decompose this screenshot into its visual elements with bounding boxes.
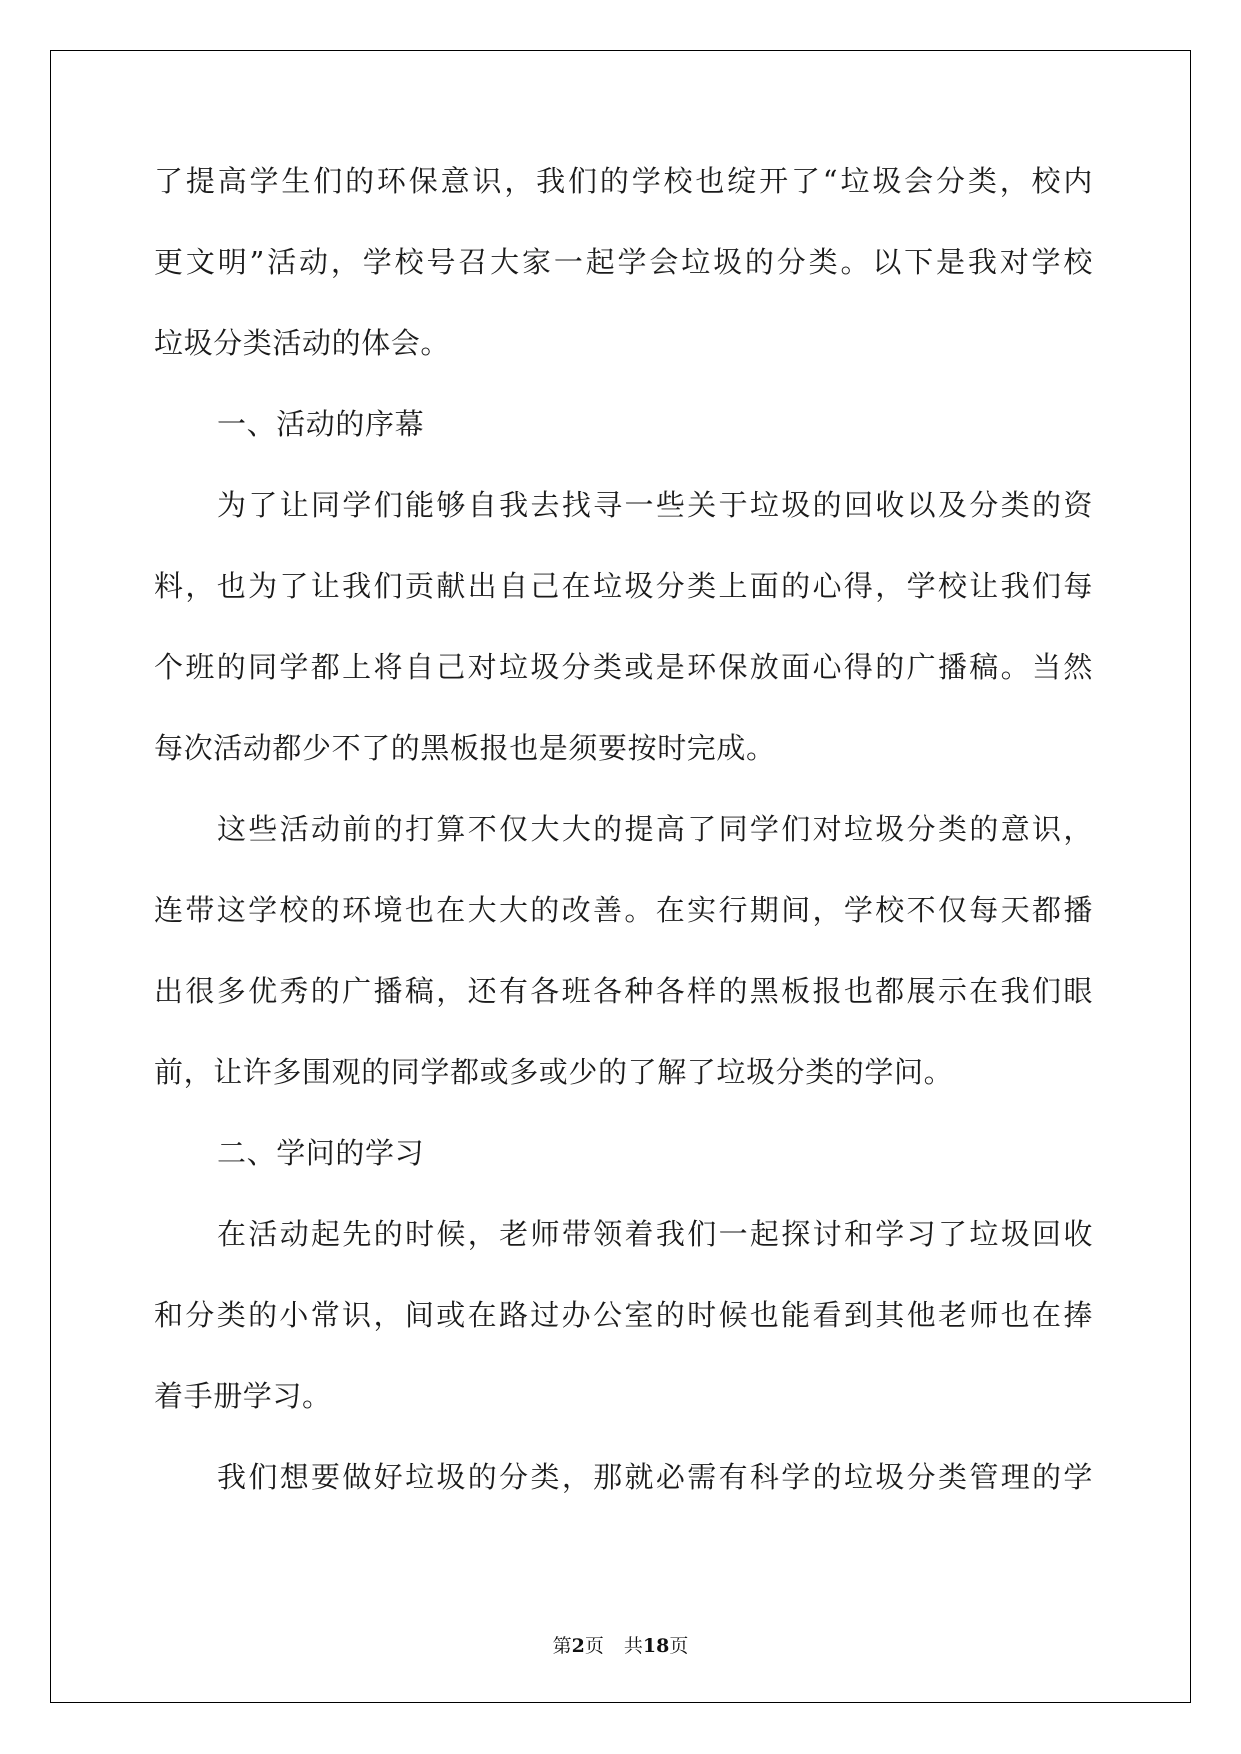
page-unit: 页 <box>584 1635 604 1657</box>
page-footer <box>0 1634 1241 1658</box>
text-line: 每次活动都少不了的黑板报也是须要按时完成。 <box>154 731 776 765</box>
text-line: 在活动起先的时候，老师带领着我们一起探讨和学习了垃圾回收 <box>217 1217 1093 1251</box>
text-line: 着手册学习。 <box>154 1379 332 1413</box>
text-line: 料，也为了让我们贡献出自己在垃圾分类上面的心得，学校让我们每 <box>154 569 1093 603</box>
text-line: 了提高学生们的环保意识，我们的学校也绽开了“垃圾会分类，校内 <box>154 164 1093 198</box>
total-pages: 18 <box>642 1635 670 1657</box>
total-unit: 页 <box>669 1635 689 1657</box>
text-line: 出很多优秀的广播稿，还有各班各种各样的黑板报也都展示在我们眼 <box>154 974 1093 1008</box>
text-line: 更文明”活动，学校号召大家一起学会垃圾的分类。以下是我对学校 <box>154 245 1093 279</box>
text-line: 连带这学校的环境也在大大的改善。在实行期间，学校不仅每天都播 <box>154 893 1093 927</box>
section-heading: 一、活动的序幕 <box>217 407 425 441</box>
text-line: 个班的同学都上将自己对垃圾分类或是环保放面心得的广播稿。当然 <box>154 650 1093 684</box>
page-prefix: 第 <box>552 1635 572 1657</box>
total-prefix: 共 <box>623 1635 643 1657</box>
document-body <box>154 160 1093 1537</box>
page-number: 2 <box>571 1635 585 1657</box>
section-heading: 二、学问的学习 <box>217 1136 425 1170</box>
text-line: 前，让许多围观的同学都或多或少的了解了垃圾分类的学问。 <box>154 1055 954 1089</box>
text-line: 垃圾分类活动的体会。 <box>154 326 451 360</box>
text-line: 和分类的小常识，间或在路过办公室的时候也能看到其他老师也在捧 <box>154 1298 1093 1332</box>
text-line: 这些活动前的打算不仅大大的提高了同学们对垃圾分类的意识， <box>217 812 1093 846</box>
text-line: 为了让同学们能够自我去找寻一些关于垃圾的回收以及分类的资 <box>217 488 1093 522</box>
text-line: 我们想要做好垃圾的分类，那就必需有科学的垃圾分类管理的学 <box>217 1460 1093 1494</box>
